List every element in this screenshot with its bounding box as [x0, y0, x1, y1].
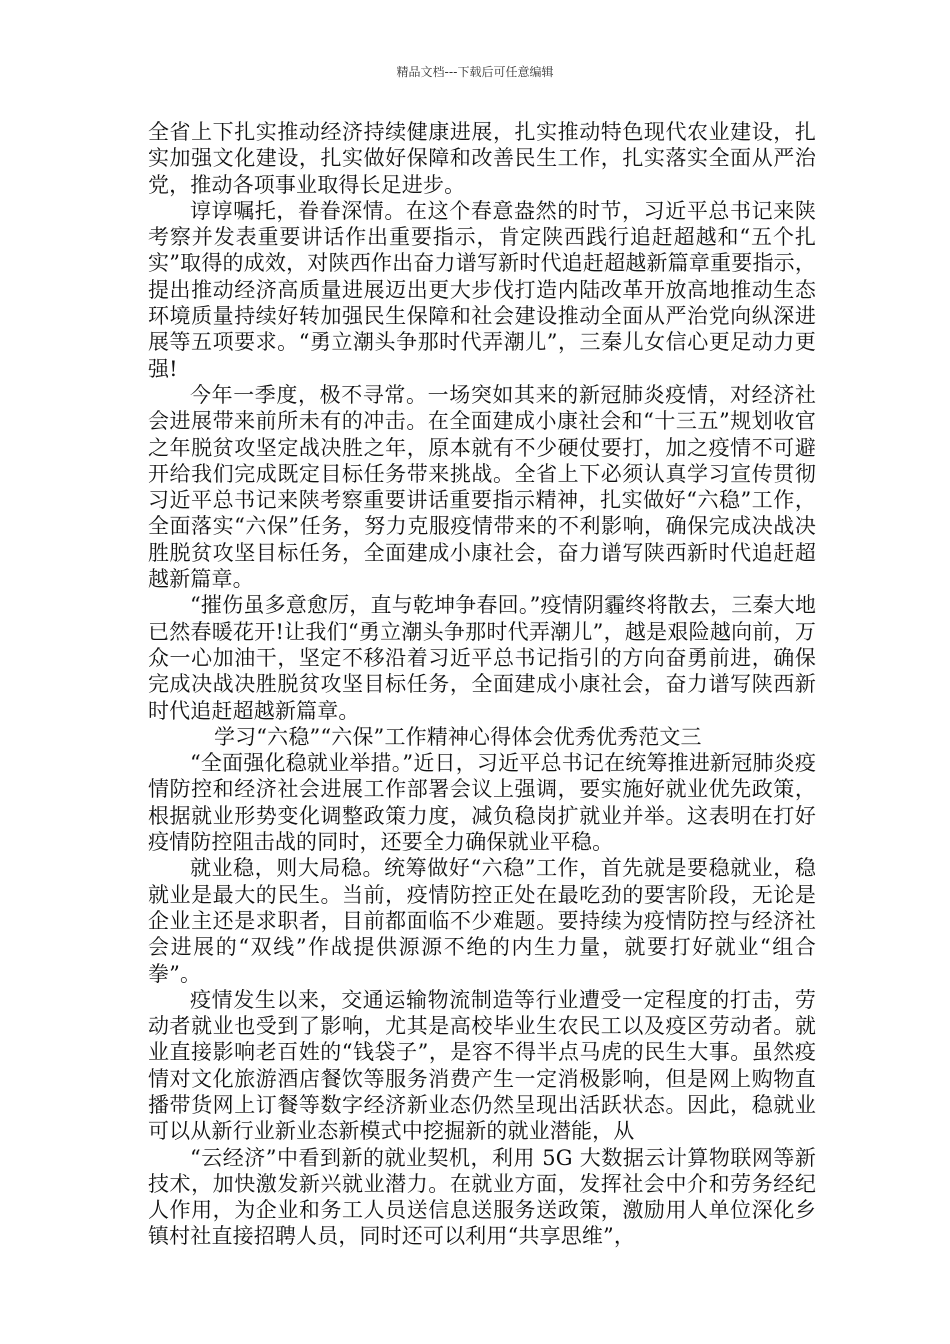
paragraph-5: “全面强化稳就业举措。”近日，习近平总书记在统筹推进新冠肺炎疫情防控和经济社会进展工作部署会议上强调，要实施好就业优先政策，根据就业形势变化调整政策力度，减负稳岗扩就业并举。这表明在打好疫情防控阻击战的同时，还要全力确保就业平稳。: [148, 751, 816, 855]
paragraph-1: 全省上下扎实推动经济持续健康进展，扎实推动特色现代农业建设，扎实加强文化建设，扎实做好保障和改善民生工作，扎实落实全面从严治党，推动各项事业取得长足进步。: [148, 120, 816, 197]
paragraph-6: 就业稳，则大局稳。统筹做好“六稳”工作，首先就是要稳就业，稳就业是最大的民生。当前，疫情防控正处在最吃劲的要害阶段，无论是企业主还是求职者，目前都面临不少难题。要持续为疫情防控与经济社会进展的“双线”作战提供源源不绝的内生力量，就要打好就业“组合拳”。: [148, 856, 816, 986]
section-title: 学习“六稳”“六保”工作精神心得体会优秀优秀范文三: [214, 724, 702, 749]
paragraph-3: 今年一季度，极不寻常。一场突如其来的新冠肺炎疫情，对经济社会进展带来前所未有的冲击。在全面建成小康社会和“十三五”规划收官之年脱贫攻坚定战决胜之年，原本就有不少硬仗要打，加之疫情不可避开给我们完成既定目标任务带来挑战。全省上下必须认真学习宣传贯彻习近平总书记来陕考察重要讲话重要指示精神，扎实做好“六稳”工作，全面落实“六保”任务，努力克服疫情带来的不利影响，确保完成决战决胜脱贫攻坚目标任务，全面建成小康社会，奋力谱写陕西新时代追赶超越新篇章。: [148, 382, 816, 592]
page-header: 精品文档---下载后可任意编辑: [396, 65, 554, 79]
paragraph-4: “摧伤虽多意愈厉，直与乾坤争春回。”疫情阴霾终将散去，三秦大地已然春暖花开!让我们“勇立潮头争那时代弄潮儿”，越是艰险越向前，万众一心加油干，坚定不移沿着习近平总书记指引的方向奋勇前进，确保完成决战决胜脱贫攻坚目标任务，全面建成小康社会，奋力谱写陕西新时代追赶超越新篇章。: [148, 593, 816, 723]
paragraph-2: 谆谆嘱托，眷眷深情。在这个春意盎然的时节，习近平总书记来陕考察并发表重要讲话作出重要指示，肯定陕西践行追赶超越和“五个扎实”取得的成效，对陕西作出奋力谱写新时代追赶超越新篇章重要指示，提出推动经济高质量进展迈出更大步伐打造内陆改革开放高地推动生态环境质量持续好转加强民生保障和社会建设推动全面从严治党向纵深进展等五项要求。“勇立潮头争那时代弄潮儿”，三秦儿女信心更足动力更强!: [148, 198, 816, 381]
paragraph-7: 疫情发生以来，交通运输物流制造等行业遭受一定程度的打击，劳动者就业也受到了影响，尤其是高校毕业生农民工以及疫区劳动者。就业直接影响老百姓的“钱袋子”，是容不得半点马虎的民生大事。虽然疫情对文化旅游酒店餐饮等服务消费产生一定消极影响，但是网上购物直播带货网上订餐等数字经济新业态仍然呈现出活跃状态。因此，稳就业可以从新行业新业态新模式中挖掘新的就业潜能，从: [148, 987, 816, 1144]
document-body: [148, 119, 816, 1250]
paragraph-8: “云经济”中看到新的就业契机，利用 5G 大数据云计算物联网等新技术，加快激发新兴就业潜力。在就业方面，发挥社会中介和劳务经纪人作用，为企业和务工人员送信息送服务送政策，激励用人单位深化乡镇村社直接招聘人员，同时还可以利用“共享思维”，: [148, 1145, 816, 1249]
